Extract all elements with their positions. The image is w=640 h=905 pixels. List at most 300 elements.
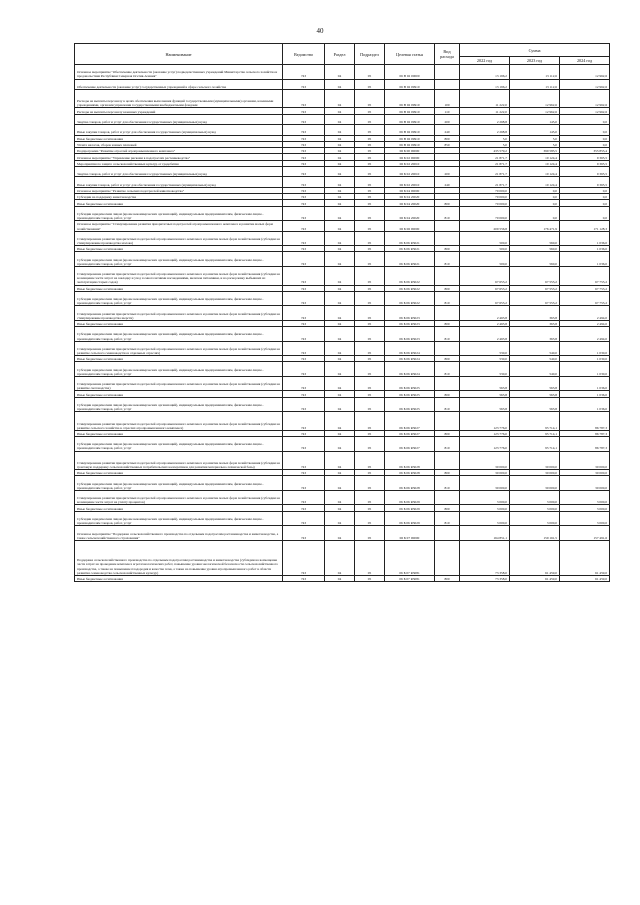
row-name: Основное мероприятие "Поддержка сельскохозяйственного производства по отдельным подотраслям растениеводства и животноводства, а также сельскохозяйственного страхования" — [75, 526, 283, 541]
row-target: 06 Б 02 20010 — [385, 167, 435, 177]
row-dept: 743 — [283, 141, 325, 147]
row-value-2024: 1 036,0 — [560, 252, 610, 267]
row-target: 06 Б 06 R5021 — [385, 252, 435, 267]
row-exp-type: 800 — [435, 505, 460, 511]
row-target: 06 Б 06 R5025 — [385, 391, 435, 397]
row-subsection: 05 — [355, 391, 385, 397]
table-row — [75, 341, 610, 356]
row-name: Иные бюджетные ассигнования — [75, 391, 283, 397]
row-section: 04 — [325, 246, 355, 252]
row-dept: 743 — [283, 376, 325, 391]
row-dept: 743 — [283, 412, 325, 431]
row-value-2023: 145,0 — [510, 114, 560, 124]
row-value-2022: 2 268,8 — [460, 114, 510, 124]
table-row — [75, 540, 610, 575]
row-subsection: 05 — [355, 540, 385, 575]
row-name: Стимулирование развития приоритетных подотраслей агропромышленного комплекса и развитие малых форм хозяйствования (субсидии на развитие сельского семеноводства в отдельных отраслях) — [75, 341, 283, 356]
row-name: Иные бюджетные ассигнования — [75, 575, 283, 581]
row-value-2024: 0,0 — [560, 135, 610, 141]
row-name: Субсидии юридическим лицам (кроме некоммерческих организаций), индивидуальным предпринимателям, физическим лицам - производителям товаров, работ, услуг — [75, 252, 283, 267]
row-dept: 743 — [283, 114, 325, 124]
row-name: Иные бюджетные ассигнования — [75, 246, 283, 252]
row-value-2023: 3 000,0 — [510, 511, 560, 526]
row-value-2023: 363,8 — [510, 320, 560, 326]
row-value-2022: 70 000,0 — [460, 206, 510, 221]
row-name: Стимулирование развития приоритетных подотраслей агропромышленного комплекса и развитие малых форм хозяйствования (субсидии на развитие скотоводства) — [75, 376, 283, 391]
row-name: Стимулирование развития приоритетных подотраслей агропромышленного комплекса и развитие малых форм хозяйствования (субсидии на стимулирование производства шерсти) — [75, 306, 283, 321]
row-name: Субсидии юридическим лицам (кроме некоммерческих организаций), индивидуальным предпринимателям, физическим лицам - производителям товаров, работ, услуг — [75, 511, 283, 526]
row-subsection: 05 — [355, 397, 385, 412]
row-value-2023: 3 000,0 — [510, 490, 560, 505]
row-target: 06 Б 06 00000 — [385, 221, 435, 231]
row-value-2023: 0,0 — [510, 187, 560, 193]
row-section: 04 — [325, 79, 355, 89]
row-value-2024: 2 494,0 — [560, 306, 610, 321]
row-target: 06 Б 06 R5029 — [385, 490, 435, 505]
row-name: Иные бюджетные ассигнования — [75, 285, 283, 291]
row-subsection: 05 — [355, 114, 385, 124]
row-name: Основное мероприятие "Стимулирование развития приоритетных подотраслей агропромышленного комплекса и развитие малых форм хозяйствования" — [75, 221, 283, 231]
row-dept: 743 — [283, 206, 325, 221]
row-value-2023: 363,8 — [510, 306, 560, 321]
row-name: Иные закупки товаров, работ и услуг для обеспечения государственных (муниципальных) нужд — [75, 125, 283, 135]
row-value-2022: 500,0 — [460, 246, 510, 252]
header-target: Целевая статья — [385, 44, 435, 65]
row-dept: 743 — [283, 362, 325, 377]
row-value-2024: 61 459,0 — [560, 575, 610, 581]
row-dept: 743 — [283, 526, 325, 541]
row-value-2022: 435 579,2 — [460, 148, 510, 154]
row-section: 04 — [325, 505, 355, 511]
row-subsection: 05 — [355, 505, 385, 511]
row-name: Иные бюджетные ассигнования — [75, 135, 283, 141]
row-dept: 743 — [283, 291, 325, 306]
row-dept: 743 — [283, 540, 325, 575]
row-dept: 743 — [283, 231, 325, 246]
row-section: 04 — [325, 291, 355, 306]
row-exp-type: 200 — [435, 167, 460, 177]
row-target: 06 Б 06 R5022 — [385, 266, 435, 285]
row-value-2022: 73 358,0 — [460, 575, 510, 581]
row-target: 06 В 02 00000 — [385, 65, 435, 80]
table-row — [75, 167, 610, 177]
row-value-2022: 530,0 — [460, 356, 510, 362]
row-subsection: 05 — [355, 376, 385, 391]
row-section: 04 — [325, 356, 355, 362]
row-target: 06 Б 06 R5029 — [385, 511, 435, 526]
row-value-2022: 2 463,8 — [460, 320, 510, 326]
row-target: 06 В 02 09910 — [385, 135, 435, 141]
row-section: 04 — [325, 540, 355, 575]
row-target: 06 Б 06 R5027 — [385, 437, 435, 452]
row-section: 04 — [325, 306, 355, 321]
row-target: 06 В 02 09910 — [385, 125, 435, 135]
row-target: 06 Б 00 00000 — [385, 148, 435, 154]
row-target: 06 Б 06 R5022 — [385, 291, 435, 306]
row-exp-type: 800 — [435, 285, 460, 291]
row-dept: 743 — [283, 246, 325, 252]
row-target: 06 Б 02 20010 — [385, 177, 435, 187]
row-name: Субсидии юридическим лицам (кроме некоммерческих организаций), индивидуальным предпринимателям, физическим лицам - производителям товаров, работ, услуг — [75, 476, 283, 491]
row-value-2022: 13 196,2 — [460, 79, 510, 89]
row-exp-type — [435, 526, 460, 541]
row-section: 04 — [325, 412, 355, 431]
row-value-2023: 159 161,5 — [510, 526, 560, 541]
header-sum: Сумма — [460, 44, 610, 57]
row-value-2022: 67 653,2 — [460, 285, 510, 291]
row-section: 04 — [325, 177, 355, 187]
table-row — [75, 490, 610, 505]
row-value-2022: 5,0 — [460, 135, 510, 141]
row-dept: 743 — [283, 194, 325, 200]
row-value-2023: 12 962,6 — [510, 89, 560, 108]
row-value-2022: 563,8 — [460, 391, 510, 397]
row-exp-type: 110 — [435, 108, 460, 114]
row-value-2023: 13 112,6 — [510, 79, 560, 89]
row-dept: 743 — [283, 177, 325, 187]
row-subsection: 05 — [355, 148, 385, 154]
table-row — [75, 206, 610, 221]
row-section: 04 — [325, 160, 355, 166]
row-dept: 743 — [283, 135, 325, 141]
row-target: 06 Б 06 R5022 — [385, 285, 435, 291]
row-target: 06 В 02 09910 — [385, 141, 435, 147]
row-name: Стимулирование развития приоритетных подотраслей агропромышленного комплекса и развитие малых форм хозяйствования (субсидии на развитие сельского хозяйства в отраслях агропромышленного комплекса) — [75, 412, 283, 431]
row-section: 04 — [325, 252, 355, 267]
row-value-2022: 500,0 — [460, 252, 510, 267]
row-value-2023: 61 459,0 — [510, 540, 560, 575]
row-value-2022: 500,0 — [460, 231, 510, 246]
row-value-2022: 11 222,0 — [460, 108, 510, 114]
row-section: 04 — [325, 470, 355, 476]
row-subsection: 05 — [355, 65, 385, 80]
row-exp-type — [435, 266, 460, 285]
row-section: 04 — [325, 231, 355, 246]
row-subsection: 05 — [355, 167, 385, 177]
table-row — [75, 575, 610, 581]
row-exp-type: 800 — [435, 470, 460, 476]
row-value-2023: 10 124,4 — [510, 160, 560, 166]
table-row — [75, 252, 610, 267]
row-value-2023: 363,8 — [510, 327, 560, 342]
row-name: Стимулирование развития приоритетных подотраслей агропромышленного комплекса и развитие малых форм хозяйствования (субсидии на стимулирование производства молока) — [75, 231, 283, 246]
row-value-2024: 12 962,6 — [560, 108, 610, 114]
row-section: 04 — [325, 194, 355, 200]
row-subsection: 05 — [355, 79, 385, 89]
row-value-2024: 2 494,0 — [560, 327, 610, 342]
row-exp-type: 800 — [435, 575, 460, 581]
row-value-2022: 123 776,0 — [460, 437, 510, 452]
row-exp-type: 850 — [435, 141, 460, 147]
row-value-2024: 1 036,0 — [560, 391, 610, 397]
row-value-2023: 10 124,4 — [510, 154, 560, 160]
row-value-2023: 0,0 — [510, 194, 560, 200]
row-exp-type: 810 — [435, 362, 460, 377]
row-value-2022: 123 776,0 — [460, 430, 510, 436]
row-value-2023: 560,0 — [510, 252, 560, 267]
row-target: 06 Б 04 20020 — [385, 206, 435, 221]
row-dept: 743 — [283, 356, 325, 362]
row-name: Субсидии на поддержку животноводства — [75, 194, 283, 200]
row-name: Субсидии юридическим лицам (кроме некоммерческих организаций), индивидуальным предпринимателям, физическим лицам - производителям товаров, работ, услуг — [75, 327, 283, 342]
row-name: Субсидии юридическим лицам (кроме некоммерческих организаций), индивидуальным предпринимателям, физическим лицам - производителям товаров, работ, услуг — [75, 291, 283, 306]
row-value-2022: 70 000,0 — [460, 200, 510, 206]
row-section: 04 — [325, 206, 355, 221]
row-dept: 743 — [283, 160, 325, 166]
row-target: 06 Б 06 R5024 — [385, 341, 435, 356]
row-target: 06 Б 06 R5027 — [385, 412, 435, 431]
row-value-2023: 95 714,1 — [510, 437, 560, 452]
row-section: 04 — [325, 397, 355, 412]
row-value-2024: 86 787,3 — [560, 412, 610, 431]
row-section: 04 — [325, 327, 355, 342]
row-value-2024: 0,0 — [560, 187, 610, 193]
row-value-2023: 560,0 — [510, 231, 560, 246]
table-row — [75, 231, 610, 246]
row-subsection: 05 — [355, 291, 385, 306]
row-value-2023: 5,0 — [510, 135, 560, 141]
row-value-2024: 355 853,4 — [560, 148, 610, 154]
row-value-2024: 67 753,2 — [560, 285, 610, 291]
row-section: 04 — [325, 430, 355, 436]
row-target: 06 Б 07 00000 — [385, 526, 435, 541]
row-target: 06 Б 06 R5028 — [385, 476, 435, 491]
row-name: Обеспечение деятельности (оказание услуг) государственных учреждений в сфере сельского хозяйства — [75, 79, 283, 89]
row-name: Стимулирование развития приоритетных подотраслей агропромышленного комплекса и развитие малых форм хозяйствования (субсидии на грантовую поддержку сельскохозяйственных потребительских кооперативов для развития материально-технической базы) — [75, 451, 283, 470]
table-row — [75, 362, 610, 377]
row-value-2022: 21 871,7 — [460, 177, 510, 187]
row-dept: 743 — [283, 470, 325, 476]
row-exp-type: 810 — [435, 511, 460, 526]
row-section: 04 — [325, 437, 355, 452]
row-value-2024: 1 030,0 — [560, 341, 610, 356]
row-value-2023: 145,0 — [510, 125, 560, 135]
row-name: Субсидии юридическим лицам (кроме некоммерческих организаций), индивидуальным предпринимателям, физическим лицам - производителям товаров, работ, услуг — [75, 397, 283, 412]
row-exp-type — [435, 490, 460, 505]
row-value-2024: 67 753,2 — [560, 291, 610, 306]
row-value-2024: 0,0 — [560, 125, 610, 135]
row-value-2023: 30 000,0 — [510, 476, 560, 491]
row-name: Стимулирование развития приоритетных подотраслей агропромышленного комплекса и развитие малых форм хозяйствования (субсидии на возмещение части затрат на уплату процентов) — [75, 490, 283, 505]
row-section: 04 — [325, 65, 355, 80]
row-subsection: 05 — [355, 526, 385, 541]
table-row — [75, 125, 610, 135]
table-row — [75, 451, 610, 470]
row-value-2022: 164 851,1 — [460, 526, 510, 541]
row-value-2023: 563,8 — [510, 397, 560, 412]
row-value-2022: 209 556,8 — [460, 221, 510, 231]
row-section: 04 — [325, 285, 355, 291]
row-name: Иные бюджетные ассигнования — [75, 470, 283, 476]
row-subsection: 05 — [355, 341, 385, 356]
row-dept: 743 — [283, 200, 325, 206]
row-exp-type: 240 — [435, 125, 460, 135]
row-section: 04 — [325, 511, 355, 526]
row-subsection: 05 — [355, 285, 385, 291]
row-value-2023: 30 000,0 — [510, 451, 560, 470]
header-name: Наименование — [75, 44, 283, 65]
row-subsection: 05 — [355, 206, 385, 221]
row-exp-type — [435, 306, 460, 321]
row-dept: 743 — [283, 125, 325, 135]
row-dept: 743 — [283, 306, 325, 321]
row-section: 04 — [325, 187, 355, 193]
row-target: 06 В 02 09910 — [385, 79, 435, 89]
row-exp-type — [435, 540, 460, 575]
row-target: 06 Б 06 R5024 — [385, 362, 435, 377]
row-value-2023: 10 124,4 — [510, 177, 560, 187]
row-subsection: 05 — [355, 135, 385, 141]
header-subsection: Подраздел — [355, 44, 385, 65]
row-dept: 743 — [283, 437, 325, 452]
row-exp-type: 810 — [435, 476, 460, 491]
row-target: 06 Б 07 R5081 — [385, 540, 435, 575]
row-section: 04 — [325, 141, 355, 147]
row-name: Иные бюджетные ассигнования — [75, 430, 283, 436]
row-value-2022: 67 653,2 — [460, 266, 510, 285]
row-value-2023: 560,0 — [510, 246, 560, 252]
row-subsection: 05 — [355, 470, 385, 476]
row-exp-type: 200 — [435, 114, 460, 124]
row-value-2023: 13 112,6 — [510, 65, 560, 80]
row-value-2022: 21 871,7 — [460, 167, 510, 177]
row-target: 06 Б 02 20010 — [385, 160, 435, 166]
header-exp-type: Вид расхода — [435, 44, 460, 65]
row-exp-type — [435, 65, 460, 80]
table-row — [75, 177, 610, 187]
row-dept: 743 — [283, 320, 325, 326]
row-value-2023: 10 124,4 — [510, 167, 560, 177]
row-dept: 743 — [283, 430, 325, 436]
row-value-2023: 3 000,0 — [510, 505, 560, 511]
row-value-2024: 1 036,0 — [560, 397, 610, 412]
row-exp-type: 810 — [435, 206, 460, 221]
row-value-2023: 0,0 — [510, 200, 560, 206]
table-row — [75, 89, 610, 108]
row-name: Иные бюджетные ассигнования — [75, 356, 283, 362]
row-name: Подпрограмма "Развитие отраслей агропромышленного комплекса" — [75, 148, 283, 154]
row-exp-type: 800 — [435, 246, 460, 252]
row-dept: 743 — [283, 187, 325, 193]
row-name: Основное мероприятие "Развитие сельских подотраслей животноводства" — [75, 187, 283, 193]
row-exp-type: 810 — [435, 252, 460, 267]
row-section: 04 — [325, 125, 355, 135]
budget-table-body — [75, 65, 610, 582]
row-target: 06 Б 06 R5027 — [385, 430, 435, 436]
row-target: 06 В 02 09910 — [385, 114, 435, 124]
row-value-2022: 530,0 — [460, 341, 510, 356]
row-subsection: 05 — [355, 125, 385, 135]
row-value-2023: 540,0 — [510, 362, 560, 377]
table-row — [75, 291, 610, 306]
row-subsection: 05 — [355, 187, 385, 193]
row-value-2023: 12 962,6 — [510, 108, 560, 114]
table-row — [75, 221, 610, 231]
row-dept: 743 — [283, 327, 325, 342]
row-value-2022: 21 871,7 — [460, 154, 510, 160]
row-name: Иные бюджетные ассигнования — [75, 505, 283, 511]
header-dept: Ведомство — [283, 44, 325, 65]
row-section: 04 — [325, 89, 355, 108]
row-target: 06 Б 06 R5023 — [385, 306, 435, 321]
row-dept: 743 — [283, 89, 325, 108]
row-subsection: 05 — [355, 320, 385, 326]
row-subsection: 05 — [355, 511, 385, 526]
row-dept: 743 — [283, 505, 325, 511]
row-value-2024: 12 962,6 — [560, 65, 610, 80]
budget-table — [74, 43, 610, 582]
row-subsection: 05 — [355, 154, 385, 160]
row-section: 04 — [325, 320, 355, 326]
row-subsection: 05 — [355, 89, 385, 108]
row-value-2023: 563,8 — [510, 391, 560, 397]
row-value-2023: 563,8 — [510, 376, 560, 391]
row-value-2022: 2 463,8 — [460, 327, 510, 342]
row-section: 04 — [325, 526, 355, 541]
row-name: Субсидии юридическим лицам (кроме некоммерческих организаций), индивидуальным предпринимателям, физическим лицам - производителям товаров, работ, услуг — [75, 437, 283, 452]
row-value-2024: 67 753,2 — [560, 266, 610, 285]
row-dept: 743 — [283, 397, 325, 412]
row-name: Закупка товаров, работ и услуг для обеспечения государственных (муниципальных) нужд — [75, 114, 283, 124]
row-name: Мероприятия по защите сельскохозяйственных культур от градобития — [75, 160, 283, 166]
row-value-2024: 1 036,0 — [560, 246, 610, 252]
table-row — [75, 114, 610, 124]
row-section: 04 — [325, 376, 355, 391]
row-subsection: 05 — [355, 177, 385, 187]
header-section: Раздел — [325, 44, 355, 65]
row-value-2022: 30 000,0 — [460, 470, 510, 476]
row-value-2022: 563,8 — [460, 397, 510, 412]
row-target: 06 Б 06 R5021 — [385, 246, 435, 252]
table-row — [75, 526, 610, 541]
row-subsection: 05 — [355, 476, 385, 491]
row-name: Иные бюджетные ассигнования — [75, 200, 283, 206]
row-value-2022: 70 000,0 — [460, 187, 510, 193]
header-year-2022: 2022 год — [460, 57, 510, 65]
row-value-2023: 399 583,5 — [510, 148, 560, 154]
row-value-2022: 2 463,8 — [460, 306, 510, 321]
row-section: 04 — [325, 266, 355, 285]
row-target: 06 Б 06 R5021 — [385, 231, 435, 246]
row-exp-type: 810 — [435, 437, 460, 452]
table-row — [75, 327, 610, 342]
row-subsection: 05 — [355, 221, 385, 231]
row-exp-type: 240 — [435, 177, 460, 187]
row-dept: 743 — [283, 476, 325, 491]
row-value-2024: 2 494,0 — [560, 320, 610, 326]
row-dept: 743 — [283, 167, 325, 177]
table-row — [75, 412, 610, 431]
row-dept: 743 — [283, 252, 325, 267]
row-name: Субсидии юридическим лицам (кроме некоммерческих организаций), индивидуальным предпринимателям, физическим лицам - производителям товаров, работ, услуг — [75, 206, 283, 221]
row-dept: 743 — [283, 79, 325, 89]
row-dept: 743 — [283, 221, 325, 231]
row-section: 04 — [325, 148, 355, 154]
row-subsection: 05 — [355, 430, 385, 436]
table-row — [75, 376, 610, 391]
row-value-2022: 530,0 — [460, 362, 510, 377]
row-dept: 743 — [283, 341, 325, 356]
page-number: 40 — [316, 27, 324, 35]
header-year-2023: 2023 год — [510, 57, 560, 65]
row-value-2024: 9 365,5 — [560, 154, 610, 160]
row-value-2024: 0,0 — [560, 200, 610, 206]
row-value-2024: 30 000,0 — [560, 470, 610, 476]
row-subsection: 05 — [355, 451, 385, 470]
row-section: 04 — [325, 135, 355, 141]
row-value-2022: 13 196,2 — [460, 65, 510, 80]
row-section: 04 — [325, 108, 355, 114]
